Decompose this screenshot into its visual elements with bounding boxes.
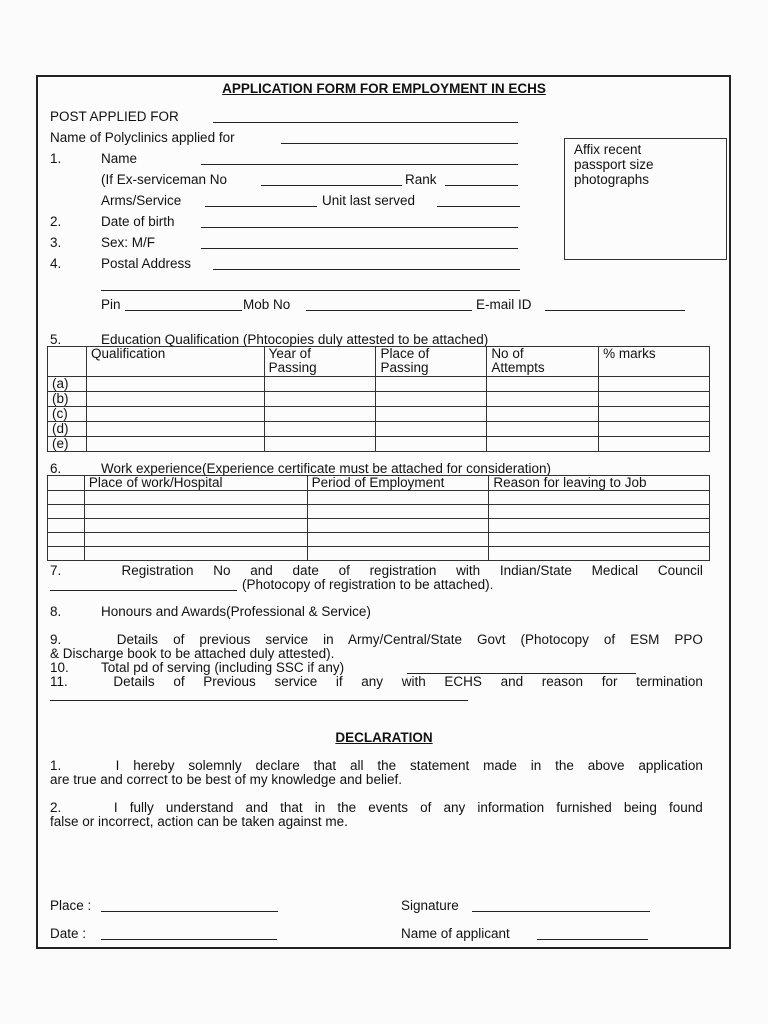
table-row[interactable]	[48, 533, 710, 547]
sex-field[interactable]	[201, 248, 518, 249]
email-label: E-mail ID	[476, 297, 532, 312]
table-row[interactable]	[48, 407, 710, 422]
ex-serviceman-field[interactable]	[261, 185, 402, 186]
table-row[interactable]	[48, 377, 710, 392]
echs-service-field[interactable]	[50, 700, 468, 701]
photo-text-3: photographs	[574, 172, 650, 187]
education-col-marks: % marks	[599, 347, 710, 377]
postal-label: Postal Address	[101, 256, 192, 271]
education-heading: Education Qualification (Phtocopies duly attested to be attached)	[101, 332, 489, 347]
item-6-number: 6.	[50, 461, 62, 476]
pin-field[interactable]	[125, 310, 242, 311]
postal-field-2[interactable]	[101, 290, 520, 291]
table-row[interactable]	[48, 422, 710, 437]
item-4-number: 4.	[50, 256, 62, 271]
signature-label: Signature	[401, 898, 459, 913]
photo-text-2: passport size	[574, 157, 654, 172]
place-field[interactable]	[101, 911, 278, 912]
polyclinics-label: Name of Polyclinics applied for	[50, 130, 235, 145]
work-header-row	[48, 476, 710, 491]
item-2-number: 2.	[50, 214, 62, 229]
education-col-attempts: No of Attempts	[487, 347, 599, 377]
item-7-line-1: 7. Registration No and date of registration with Indian/State Medical Council	[50, 563, 703, 578]
unit-label: Unit last served	[322, 193, 416, 208]
email-field[interactable]	[545, 310, 685, 311]
table-row[interactable]	[48, 392, 710, 407]
date-label: Date :	[50, 926, 87, 941]
work-heading: Work experience(Experience certificate must be attached for consideration)	[101, 461, 551, 476]
dob-label: Date of birth	[101, 214, 175, 229]
pin-label: Pin	[101, 297, 121, 312]
photo-text-1: Affix recent	[574, 142, 642, 157]
work-col-place: Place of work/Hospital	[84, 476, 307, 491]
sex-label: Sex: M/F	[101, 235, 156, 250]
education-header-row	[48, 347, 710, 377]
declaration-heading: DECLARATION	[335, 730, 433, 745]
date-field[interactable]	[101, 939, 277, 940]
row-label: (d)	[48, 422, 87, 437]
item-5-number: 5.	[50, 332, 62, 347]
table-row[interactable]	[48, 505, 710, 519]
form-title: APPLICATION FORM FOR EMPLOYMENT IN ECHS	[222, 81, 546, 96]
item-8-number: 8.	[50, 604, 62, 619]
post-applied-label: POST APPLIED FOR	[50, 109, 179, 124]
work-col-reason: Reason for leaving to Job	[489, 476, 710, 491]
item-1-number: 1.	[50, 151, 62, 166]
item-9-line-2: & Discharge book to be attached duly attested).	[50, 646, 335, 661]
post-applied-field[interactable]	[213, 122, 518, 123]
arms-service-field[interactable]	[205, 206, 317, 207]
arms-service-label: Arms/Service	[101, 193, 182, 208]
table-row[interactable]	[48, 547, 710, 561]
row-label: (e)	[48, 437, 87, 452]
education-header-blank	[48, 347, 87, 377]
photo-box	[564, 138, 727, 260]
honours-text: Honours and Awards(Professional & Service)	[101, 604, 371, 619]
total-service-text: Total pd of serving (including SSC if any)	[101, 660, 345, 675]
row-label: (b)	[48, 392, 87, 407]
education-col-qualification: Qualification	[86, 347, 264, 377]
declaration-p1-line-1: 1. I hereby solemnly declare that all the statement made in the above application	[50, 758, 703, 773]
rank-label: Rank	[405, 172, 437, 187]
place-label: Place :	[50, 898, 92, 913]
name-field[interactable]	[201, 164, 518, 165]
education-table	[47, 346, 710, 452]
education-col-year: Year of Passing	[264, 347, 376, 377]
unit-field[interactable]	[437, 206, 520, 207]
row-label: (c)	[48, 407, 87, 422]
polyclinics-field[interactable]	[281, 143, 518, 144]
mob-label: Mob No	[243, 297, 291, 312]
table-row[interactable]	[48, 519, 710, 533]
declaration-p1-line-2: are true and correct to be best of my knowledge and belief.	[50, 772, 402, 787]
name-applicant-field[interactable]	[537, 939, 648, 940]
registration-field[interactable]	[50, 590, 237, 591]
row-label: (a)	[48, 377, 87, 392]
declaration-p2-line-2: false or incorrect, action can be taken against me.	[50, 814, 348, 829]
ex-serviceman-label: (If Ex-serviceman No	[101, 172, 228, 187]
item-7-line-2: (Photocopy of registration to be attached).	[242, 577, 494, 592]
table-row[interactable]	[48, 437, 710, 452]
mob-field[interactable]	[306, 310, 472, 311]
item-3-number: 3.	[50, 235, 62, 250]
item-9-line-1: 9. Details of previous service in Army/Central/State Govt (Photocopy of ESM PPO	[50, 632, 703, 647]
work-table	[47, 475, 710, 561]
name-label: Name	[101, 151, 138, 166]
signature-field[interactable]	[472, 911, 650, 912]
education-col-place: Place of Passing	[376, 347, 487, 377]
dob-field[interactable]	[201, 227, 518, 228]
item-11-line-1: 11. Details of Previous service if any with ECHS and reason for termination	[50, 674, 703, 689]
table-row[interactable]	[48, 491, 710, 505]
rank-field[interactable]	[445, 185, 518, 186]
postal-field-1[interactable]	[213, 269, 520, 270]
work-col-period: Period of Employment	[307, 476, 489, 491]
declaration-p2-line-1: 2. I fully understand and that in the events of any information furnished being found	[50, 800, 703, 815]
name-applicant-label: Name of applicant	[401, 926, 510, 941]
item-10-number: 10.	[50, 660, 69, 675]
